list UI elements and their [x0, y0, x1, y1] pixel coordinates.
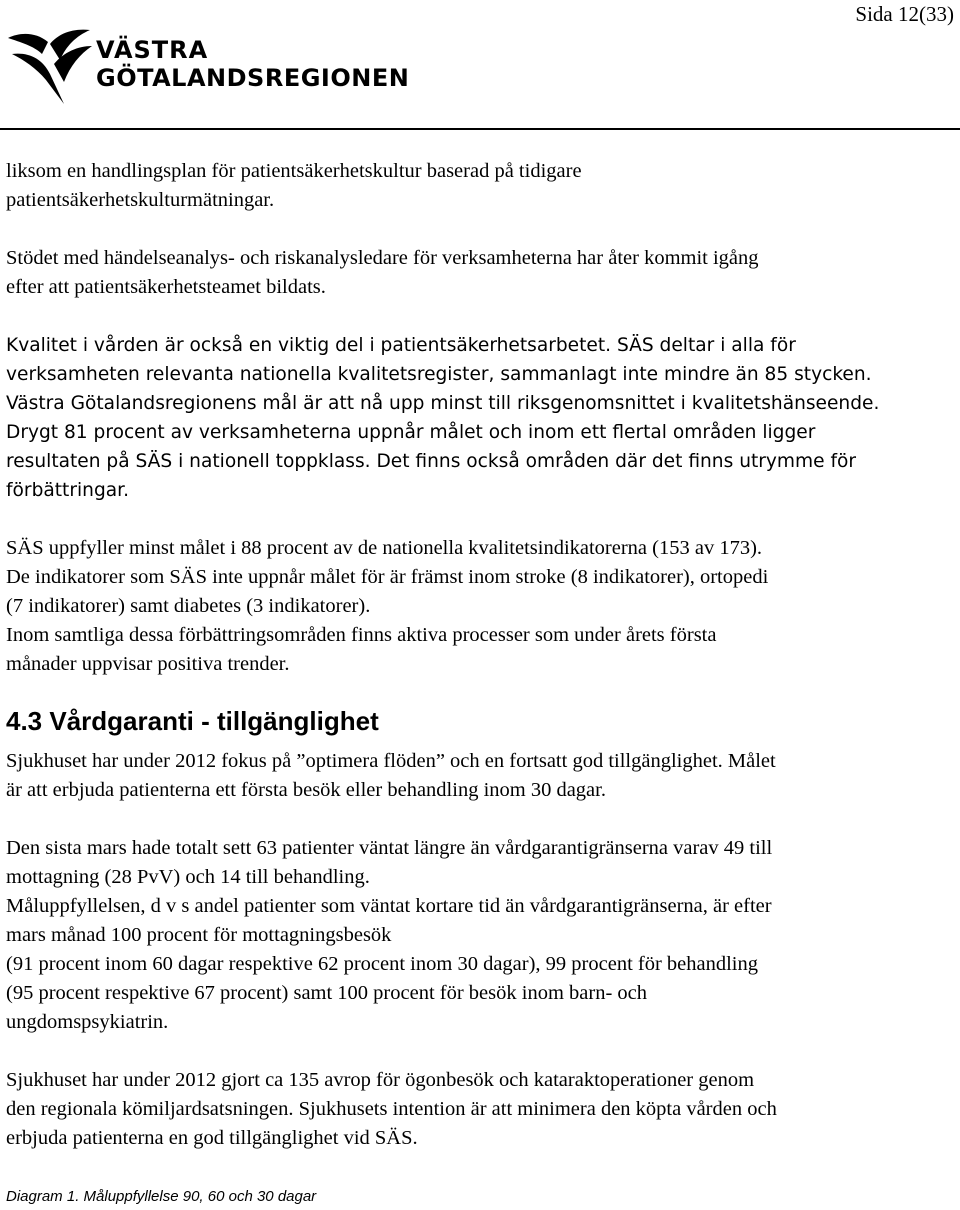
paragraph-5: Sjukhuset har under 2012 fokus på ”optimera flöden” och en fortsatt god tillgänglighet. Målet är att erbjuda patienterna ett första besök eller behandling inom 30 dagar. — [6, 750, 776, 801]
paragraph-6: Den sista mars hade totalt sett 63 patienter väntat längre än vårdgarantigränserna varav 49 till mottagning (28 PvV) och 14 till behandling. Måluppfyllelsen, d v s andel patienter som väntat kortare tid än vårdgarantigränserna, är efter mars månad 100 procent för mottagningsbesök (91 procent inom 60 dagar respektive 62 procent inom 30 dagar), 99 procent för behandling (95 procent respektive 67 procent) samt 100 procent för besök inom barn- och ungdomspsykiatrin. — [6, 837, 773, 1033]
paragraph-4: SÄS uppfyller minst målet i 88 procent av de nationella kvalitetsindikatorerna (153 av 173). De indikatorer som SÄS inte uppnår målet för är främst inom stroke (8 indikatorer), ortopedi (7 indikatorer) samt diabetes (3 indikatorer). Inom samtliga dessa förbättringsområden finns aktiva processer som under årets första månader uppvisar positiva trender. — [6, 537, 769, 675]
header-divider — [0, 128, 960, 130]
paragraph-1: liksom en handlingsplan för patientsäkerhetskultur baserad på tidigare patientsäkerhetskulturmätningar. — [6, 160, 582, 211]
page-number: Sida 12(33) — [855, 2, 954, 26]
diagram-caption: Diagram 1. Måluppfyllelse 90, 60 och 30 dagar — [6, 1188, 317, 1205]
swallow-logo-icon — [6, 24, 92, 108]
document-body — [6, 157, 956, 1153]
logo-text-line2: GÖTALANDSREGIONEN — [96, 64, 410, 92]
paragraph-2: Stödet med händelseanalys- och riskanalysledare för verksamheterna har åter kommit igång efter att patientsäkerhetsteamet bildats. — [6, 247, 759, 298]
paragraph-7: Sjukhuset har under 2012 gjort ca 135 avrop för ögonbesök och kataraktoperationer genom den regionala kömiljardsatsningen. Sjukhusets intention är att minimera den köpta vården och erbjuda patienterna en god tillgänglighet vid SÄS. — [6, 1069, 777, 1149]
organization-logo — [6, 24, 410, 108]
paragraph-3: Kvalitet i vården är också en viktig del i patientsäkerhetsarbetet. SÄS deltar i alla för verksamheten relevanta nationella kvalitetsregister, sammanlagt inte mindre än 85 stycken. Västra Götalandsregionens mål är att nå upp minst till riksgenomsnittet i kvalitetshänseende. Drygt 81 procent av verksamheterna uppnår målet och inom ett flertal områden ligger resultaten på SÄS i nationell toppklass. Det finns också områden där det finns utrymme för förbättringar. — [6, 335, 880, 501]
logo-text-line1: VÄSTRA — [96, 36, 209, 64]
section-heading: 4.3 Vårdgaranti - tillgänglighet — [6, 706, 379, 736]
